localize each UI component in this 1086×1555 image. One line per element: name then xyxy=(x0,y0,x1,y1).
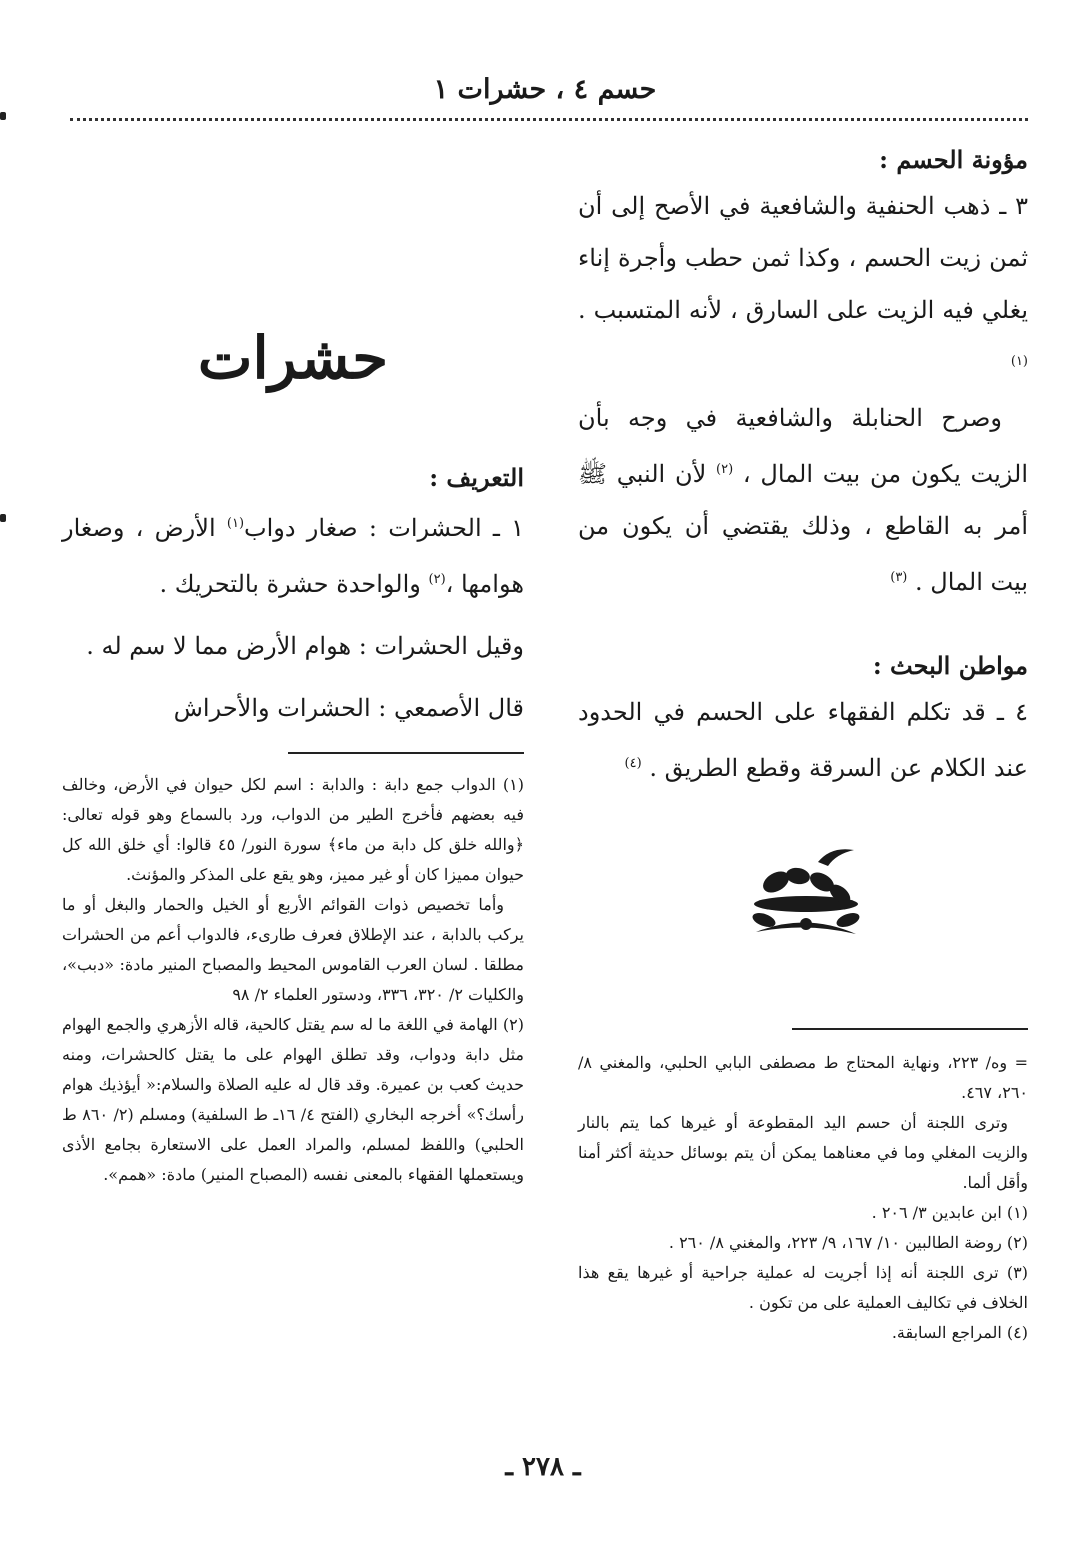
entry-title: حشرات xyxy=(197,324,389,392)
paragraph-1-text-2: الأرض ، وصغار هوامها ، xyxy=(62,514,524,598)
paragraph-4-text: ٤ ـ قد تكلم الفقهاء على الحسم في الحدود عند الكلام عن السرقة وقطع الطريق . xyxy=(578,698,1028,782)
footnote-3: (٣) ترى اللجنة أنه إذا أجريت له عملية جراحية أو غيرها يقع هذا الخلاف في تكاليف العملية على من تكون . xyxy=(578,1263,1028,1312)
footnote-ref: (٤) xyxy=(624,756,642,771)
right-footnotes xyxy=(578,1028,1028,1348)
paragraph-3b-text-2: لأن النبي ﷺ أمر به القاطع ، وذلك يقتضي أن يكون من بيت المال . xyxy=(578,460,1028,596)
paragraph-2: وقيل الحشرات : هوام الأرض مما لا سم له . xyxy=(86,632,524,660)
paragraph-3 xyxy=(578,180,1028,392)
floral-ornament-icon xyxy=(736,842,876,942)
right-column xyxy=(578,140,1028,794)
paragraph-3b-text-1: وصرح الحنابلة والشافعية في وجه بأن الزيت يكون من بيت المال ، xyxy=(578,404,1028,488)
paragraph-3-text: ٣ ـ ذهب الحنفية والشافعية في الأصح إلى أن ثمن زيت الحسم ، وكذا ثمن حطب وأجرة إناء يغلي فيه الزيت على السارق ، لأنه المتسبب . xyxy=(578,192,1028,324)
footnote-ref: (٢) xyxy=(716,462,734,477)
margin-mark xyxy=(0,514,6,522)
header-dotted-rule xyxy=(70,118,1028,121)
footnote-1-continued: وأما تخصيص ذوات القوائم الأربع أو الخيل والحمار والبغل أو ما يركب بالدابة ، عند الإطلاق فعرف طارىء، فالدواب أعم من الحشرات مطلقا . لسان العرب القاموس المحيط والمصباح المنير مادة: «دبب»، والكليات ٢/ ٣٢٠، ٣٣٦، ودستور العلماء ٢/ ٩٨ xyxy=(62,895,524,1004)
paragraph-4 xyxy=(578,686,1028,794)
margin-mark xyxy=(0,112,6,120)
page-number: ـ ٢٧٨ ـ xyxy=(505,1452,581,1482)
paragraph-1-text-1: ١ ـ الحشرات : صغار دواب xyxy=(244,514,525,542)
footnote-rule xyxy=(792,1028,1028,1030)
footnote-4: (٤) المراجع السابقة. xyxy=(891,1323,1028,1342)
paragraph-1 xyxy=(62,498,524,610)
running-header: حسم ٤ ، حشرات ١ xyxy=(433,74,657,105)
paragraph-1-text-3: والواحدة حشرة بالتحريك . xyxy=(159,570,421,598)
section-heading-topics: مواطن البحث : xyxy=(872,651,1028,680)
footnote-ref: (٢) xyxy=(428,572,446,587)
left-column xyxy=(62,318,524,1190)
section-heading-definition: التعريف : xyxy=(429,463,524,492)
footnote-1: (١) ابن عابدين ٣/ ٢٠٦ . xyxy=(871,1203,1028,1222)
footnote-2: (٢) الهامة في اللغة ما له سم يقتل كالحية، قاله الأزهري والجمع الهوام مثل دابة ودواب، وقد تطلق الهوام على ما يقتل كالحشرات، ومنه حديث كعب بن عميرة. وقد قال له عليه الصلاة والسلام:« أيؤذيك هوام رأسك؟» أخرجه البخاري (الفتح ٤/ ١٦ـ ط السلفية) ومسلم (٢/ ٨٦٠ ط الحلبي) واللفظ لمسلم، والمراد العمل على الاستعارة بجامع الأذى ويستعملها الفقهاء بالمعنى نفسه (المصباح المنير) مادة: «همم». xyxy=(62,1015,524,1184)
footnote-ref: (٣) xyxy=(890,570,908,585)
footnote-ref: (١) xyxy=(226,516,245,531)
footnote-1: (١) الدواب جمع دابة : والدابة : اسم لكل حيوان في الأرض، وخالف فيه بعضهم فأخرج الطير من الدواب، ورد بالسماع وهو قوله تعالى: ﴿والله خلق كل دابة من ماء﴾ سورة النور/ ٤٥ قالوا: أي خلق الله كل حيوان مميزا كان أو غير مميز، وهو يقع على المذكر والمؤنث. xyxy=(62,775,525,884)
committee-note: وترى اللجنة أن حسم اليد المقطوعة أو غيرها كما يتم بالنار والزيت المغلي وما في معناهما يمكن أن يتم بوسائل حديثة أكثر أمنا وأقل ألما. xyxy=(578,1113,1028,1192)
footnote-ref: (١) xyxy=(1010,354,1028,369)
paragraph-3b xyxy=(578,392,1028,608)
section-heading-cost: مؤونة الحسم : xyxy=(879,145,1028,174)
paragraph-3: قال الأصمعي : الحشرات والأحراش xyxy=(173,694,524,722)
footnote-2: (٢) روضة الطالبين ١٠/ ١٦٧، ٩/ ٢٢٣، والمغني ٨/ ٢٦٠ . xyxy=(668,1233,1028,1252)
footnote-continued: = وه/ ٢٢٣، ونهاية المحتاج ط مصطفى البابي الحلبي، والمغني ٨/ ٢٦٠، ٤٦٧. xyxy=(578,1053,1029,1102)
footnote-rule xyxy=(288,752,524,754)
